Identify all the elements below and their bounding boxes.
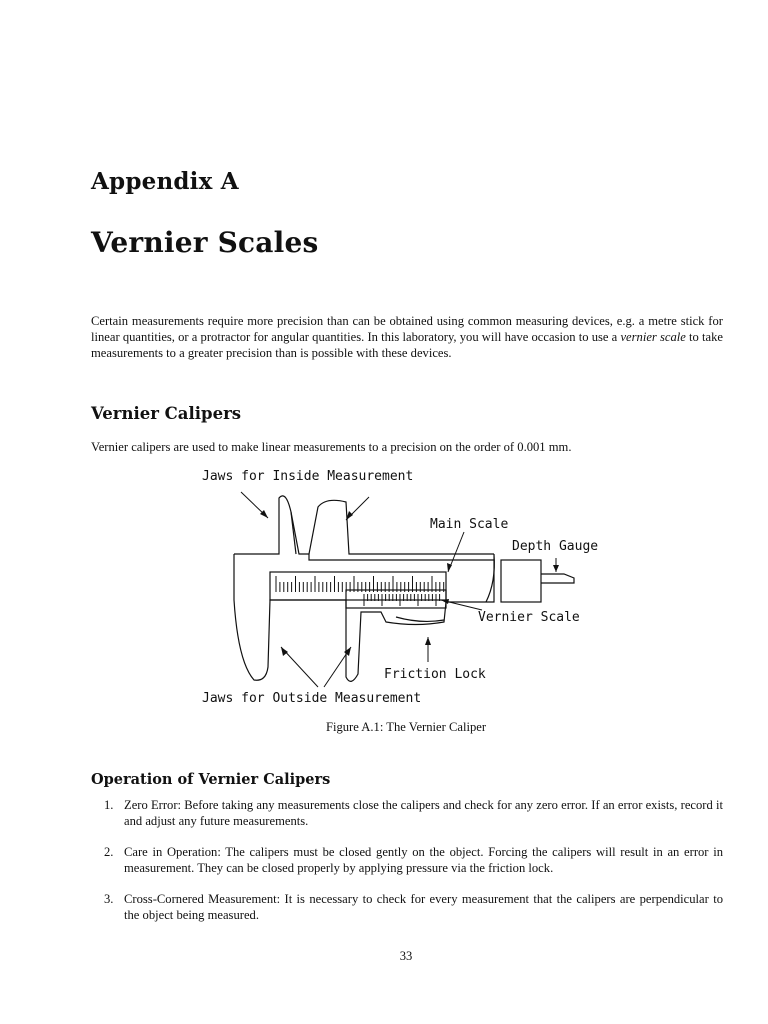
arrowhead	[344, 647, 351, 656]
list-item-number: 1.	[104, 798, 114, 812]
list-item	[91, 797, 723, 829]
label-inside-jaws: Jaws for Inside Measurement	[202, 469, 414, 484]
scale-ticks	[276, 576, 444, 606]
friction-lock	[396, 617, 444, 621]
depth-gauge-body	[486, 554, 494, 602]
label-friction-lock: Friction Lock	[384, 667, 486, 682]
vernier-caliper-diagram	[196, 462, 616, 712]
list-item-number: 3.	[104, 892, 114, 906]
list-item-number: 2.	[104, 845, 114, 859]
operation-list	[91, 797, 723, 938]
list-item-text: Cross-Cornered Measurement: It is necessary to check for every measurement that the calipers are perpendicular to the object being measured.	[124, 892, 723, 922]
list-item-text: Zero Error: Before taking any measurements close the calipers and check for any zero error. If an error exists, record it and adjust any future measurements.	[124, 798, 723, 828]
page-number: 33	[399, 949, 413, 963]
label-outside-jaws: Jaws for Outside Measurement	[202, 691, 422, 706]
fixed-outside-jaw	[234, 554, 346, 680]
intro-emphasis: vernier scale	[620, 330, 686, 344]
label-main-scale: Main Scale	[430, 517, 509, 532]
vernier-caliper-figure	[196, 462, 616, 712]
figure-caption: Figure A.1: The Vernier Caliper	[325, 720, 487, 734]
arrow-heads	[260, 510, 559, 656]
list-item-text: Care in Operation: The calipers must be closed gently on the object. Forcing the calipers will result in an error in measurement. They can be closed properly by applying pressure via the friction lock.	[124, 845, 723, 875]
section-heading-vernier-calipers: Vernier Calipers	[91, 404, 242, 423]
intro-paragraph	[91, 313, 723, 361]
depth-gauge-tip	[541, 574, 574, 583]
chapter-label: Appendix A	[91, 168, 239, 195]
intro-text-before: Certain measurements require more precision than can be obtained using common measuring devices, e.g. a metre stick for linear quantities, or a protractor for angular quantities. In this laboratory, you will have occasion to use a	[91, 314, 723, 344]
list-item	[91, 891, 723, 923]
chapter-title: Vernier Scales	[91, 226, 319, 259]
depth-gauge-rod	[501, 560, 541, 602]
caliper-body-outline	[234, 496, 494, 602]
intro-text-after: to take measurements to a greater precision than is possible with these devices.	[91, 330, 723, 360]
section-heading-operation: Operation of Vernier Calipers	[91, 771, 331, 788]
arrowhead	[281, 647, 288, 656]
section-paragraph: Vernier calipers are used to make linear measurements to a precision on the order of 0.001 mm.	[91, 440, 572, 454]
label-vernier-scale: Vernier Scale	[478, 610, 580, 625]
label-depth-gauge: Depth Gauge	[512, 539, 599, 554]
arrowhead	[553, 565, 559, 572]
list-item	[91, 844, 723, 876]
arrowhead	[425, 637, 431, 645]
